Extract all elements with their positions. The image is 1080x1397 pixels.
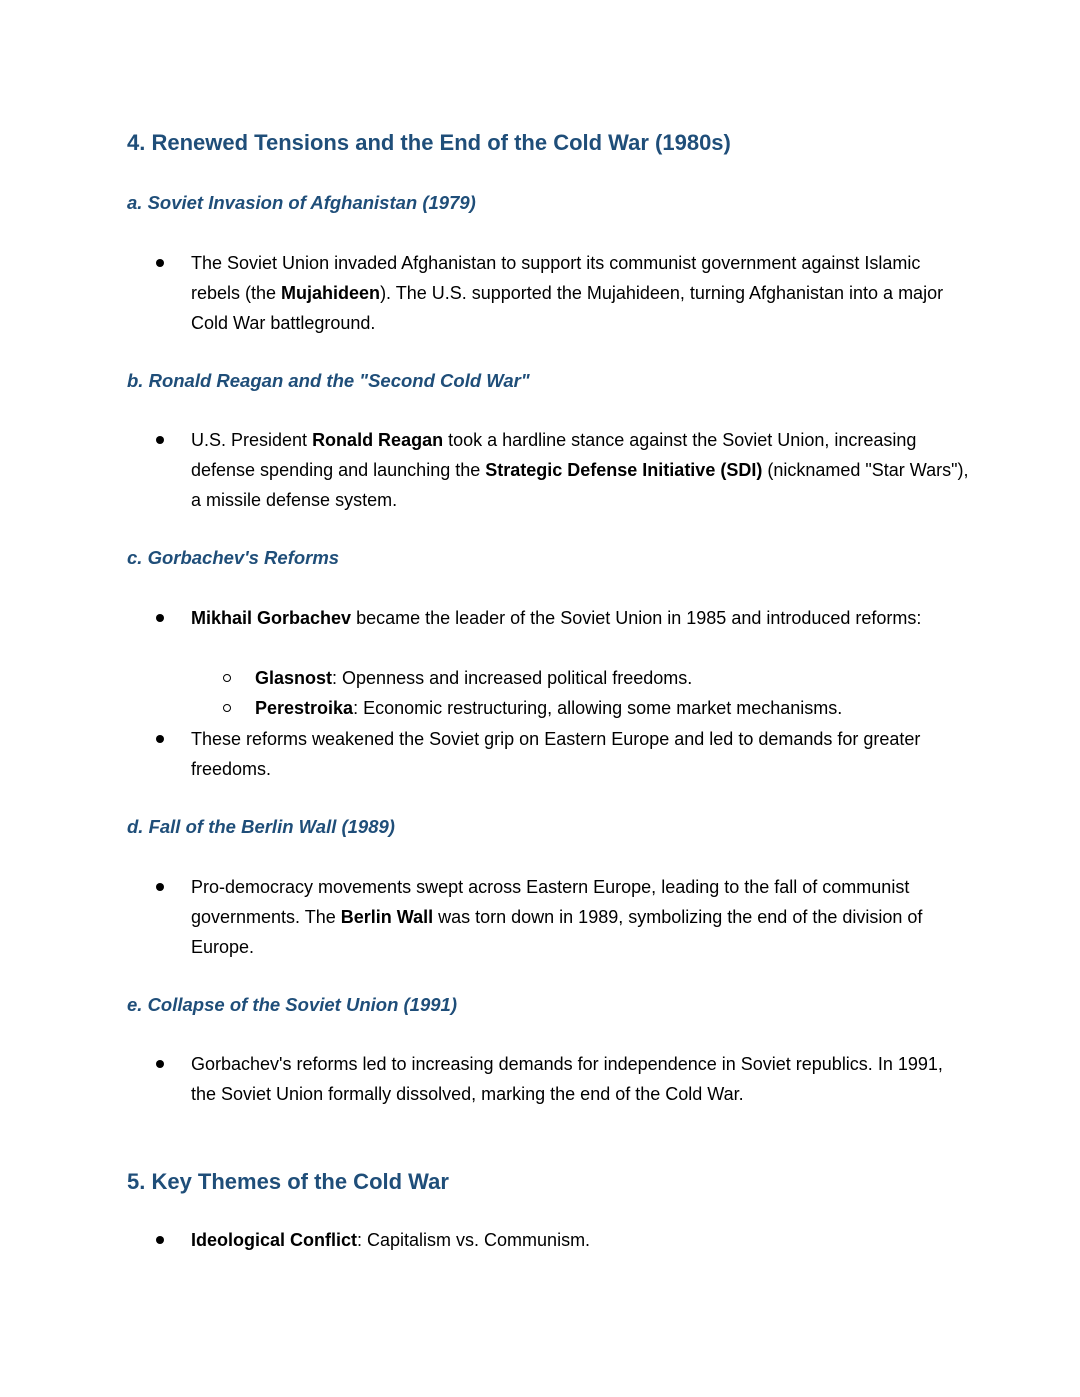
subsection-b-heading: b. Ronald Reagan and the "Second Cold War": [127, 370, 530, 391]
bullet-gorbachev: Mikhail Gorbachev became the leader of the Soviet Union in 1985 and introduced reforms:: [191, 603, 971, 633]
bullet-soviet-invasion: The Soviet Union invaded Afghanistan to support its communist government against Islamic rebels (the Mujahideen). The U.S. supported the Mujahideen, turning Afghanistan into a major Cold War battleground.: [191, 248, 971, 338]
bullet-reforms-effect: These reforms weakened the Soviet grip on Eastern Europe and led to demands for greater freedoms.: [191, 724, 971, 784]
section-5-title: 5. Key Themes of the Cold War: [127, 1169, 449, 1194]
bullet-reagan: U.S. President Ronald Reagan took a hardline stance against the Soviet Union, increasing defense spending and launching the Strategic Defense Initiative (SDI) (nicknamed "Star Wars"), a missile defense system.: [191, 425, 971, 515]
sub-bullet-glasnost: Glasnost: Openness and increased political freedoms.: [255, 663, 975, 693]
bullet-ideological-conflict: Ideological Conflict: Capitalism vs. Communism.: [191, 1225, 971, 1255]
section-4-title: 4. Renewed Tensions and the End of the Cold War (1980s): [127, 130, 731, 155]
bullet-berlin-wall: Pro-democracy movements swept across Eastern Europe, leading to the fall of communist governments. The Berlin Wall was torn down in 1989, symbolizing the end of the division of Europe.: [191, 872, 971, 962]
bullet-soviet-collapse: Gorbachev's reforms led to increasing demands for independence in Soviet republics. In 1991, the Soviet Union formally dissolved, marking the end of the Cold War.: [191, 1049, 971, 1109]
subsection-e-heading: e. Collapse of the Soviet Union (1991): [127, 994, 457, 1015]
subsection-d-heading: d. Fall of the Berlin Wall (1989): [127, 816, 395, 837]
subsection-c-heading: c. Gorbachev's Reforms: [127, 547, 340, 568]
sub-bullet-perestroika: Perestroika: Economic restructuring, allowing some market mechanisms.: [255, 693, 975, 723]
subsection-a-heading: a. Soviet Invasion of Afghanistan (1979): [127, 192, 476, 213]
